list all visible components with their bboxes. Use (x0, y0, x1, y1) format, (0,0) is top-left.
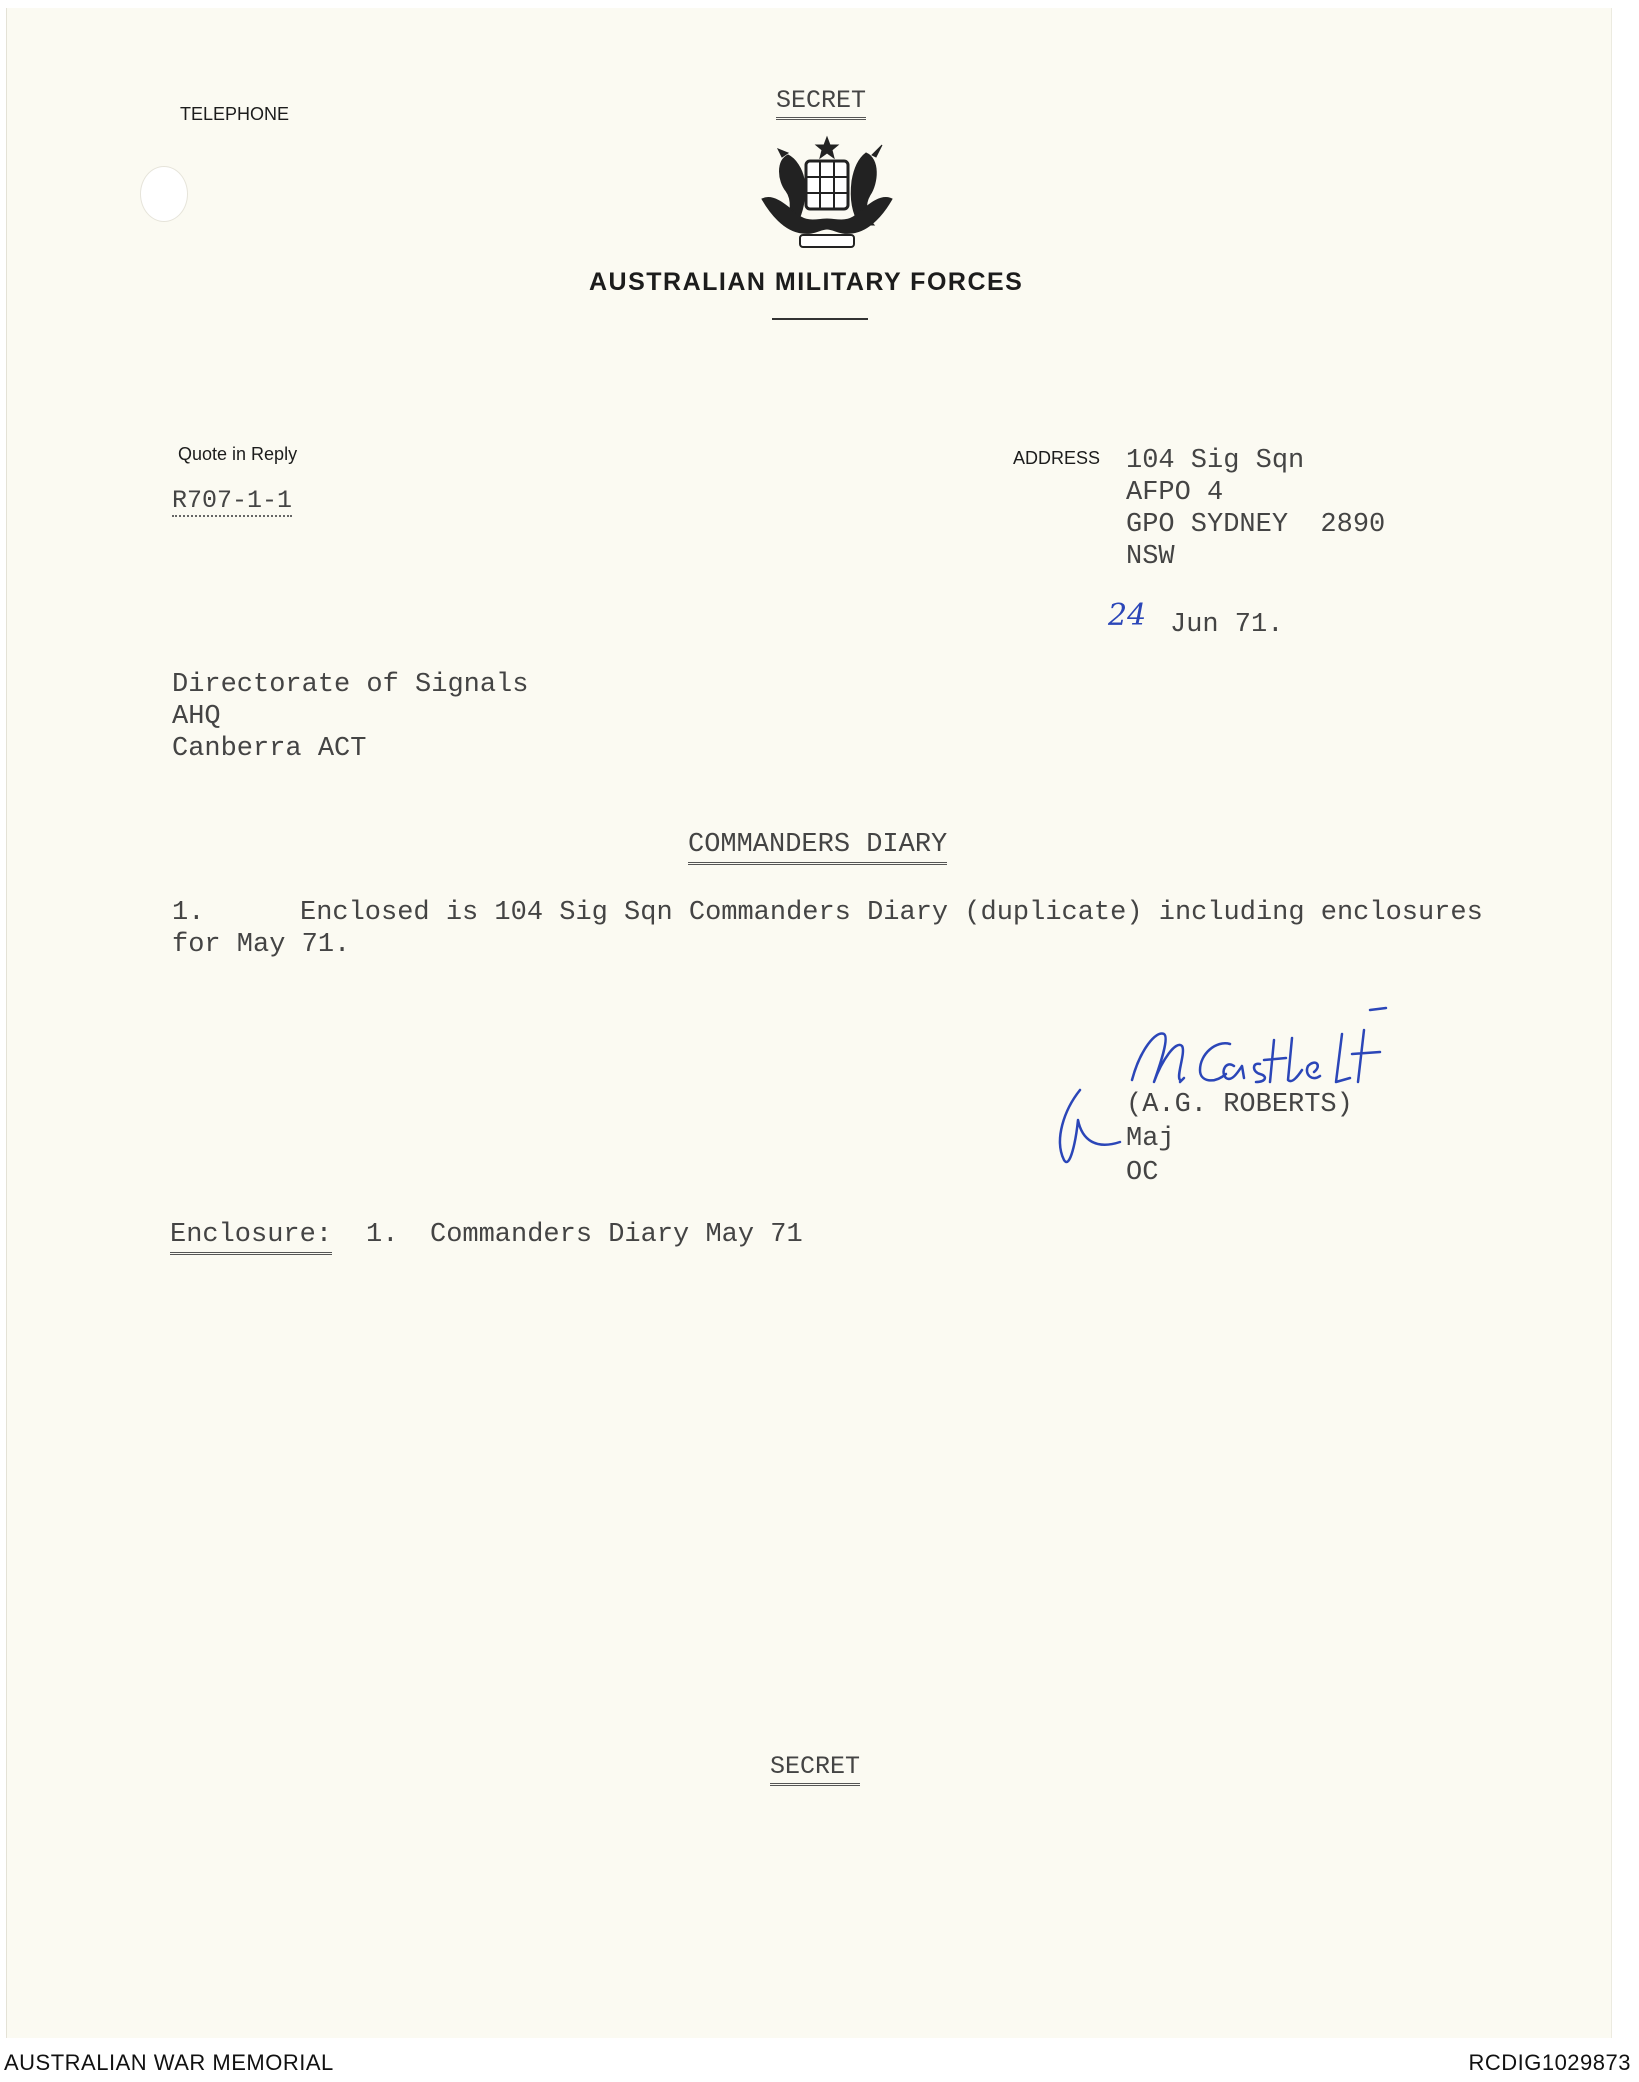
footer-item-id: RCDIG1029873 (1468, 2050, 1631, 2075)
subject-heading: COMMANDERS DIARY (688, 830, 947, 860)
coat-of-arms-icon (748, 135, 906, 255)
enclosure-number: 1. (366, 1220, 399, 1250)
recipient-line: AHQ (172, 702, 221, 732)
enclosure-text: Commanders Diary May 71 (430, 1220, 803, 1250)
footer-source-label: AUSTRALIAN WAR MEMORIAL (4, 2050, 334, 2075)
address-line: 104 Sig Sqn (1126, 446, 1305, 476)
recipient-line: Directorate of Signals (172, 670, 529, 700)
quote-in-reply-label: Quote in Reply (178, 444, 298, 464)
paragraph-number: 1. (172, 898, 205, 928)
paragraph-text-line2: for May 71. (172, 930, 351, 960)
signatory-appointment: OC (1126, 1158, 1159, 1188)
address-label: ADDRESS (1013, 448, 1101, 468)
address-line: NSW (1126, 542, 1175, 572)
classification-top: SECRET (776, 86, 866, 115)
paragraph-text-line1: Enclosed is 104 Sig Sqn Commanders Diary (duplicate) including enclosures (300, 898, 1483, 928)
classification-bottom: SECRET (770, 1752, 860, 1781)
address-line: GPO SYDNEY 2890 (1126, 510, 1386, 540)
handwritten-date-day: 24 (1108, 598, 1147, 633)
address-line: AFPO 4 (1126, 478, 1224, 508)
telephone-label: TELEPHONE (180, 104, 290, 124)
signatory-rank: Maj (1126, 1124, 1175, 1154)
typed-date: Jun 71. (1170, 610, 1284, 640)
signatory-name: (A.G. ROBERTS) (1126, 1090, 1353, 1120)
enclosure-label: Enclosure: (170, 1220, 332, 1250)
heading-rule (772, 318, 868, 320)
reference-number: R707-1-1 (172, 486, 293, 515)
org-name-heading: AUSTRALIAN MILITARY FORCES (589, 268, 1024, 296)
recipient-line: Canberra ACT (172, 734, 367, 764)
punch-hole (140, 166, 188, 222)
